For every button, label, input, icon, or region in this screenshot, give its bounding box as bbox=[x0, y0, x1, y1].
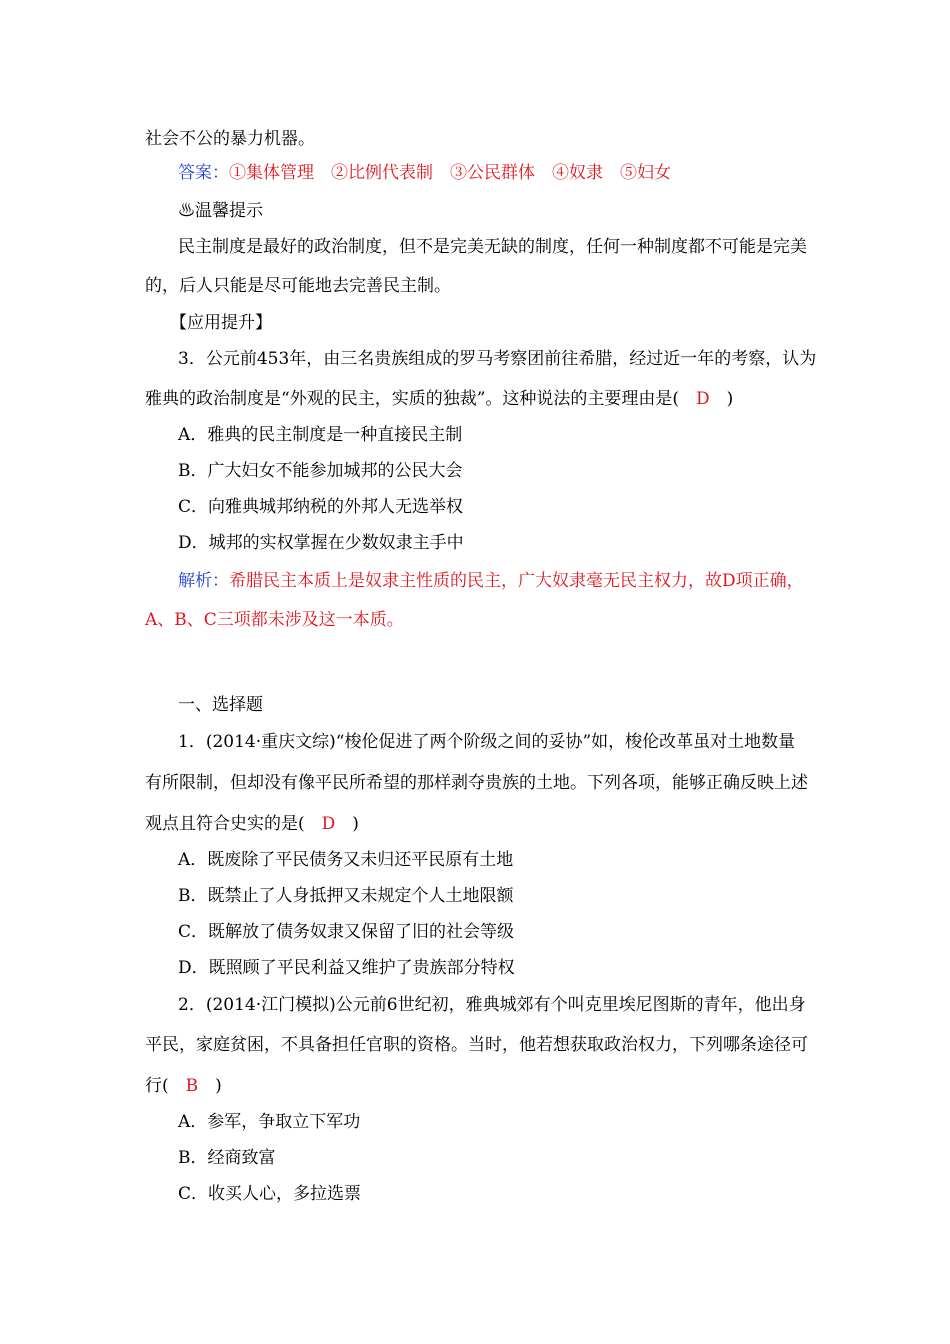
option-b: B．既禁止了人身抵押又未规定个人土地限额 bbox=[178, 886, 514, 906]
option-c: C．向雅典城邦纳税的外邦人无选举权 bbox=[178, 497, 464, 517]
option-b: B．经商致富 bbox=[178, 1148, 276, 1168]
text-line: 社会不公的暴力机器。 bbox=[145, 129, 315, 149]
question-line: 1．(2014·重庆文综)“梭伦促进了两个阶级之间的妥协”如，梭伦改革虽对土地数量 bbox=[178, 732, 796, 752]
explanation-line bbox=[178, 570, 804, 592]
question-line: 3．公元前453年，由三名贵族组成的罗马考察团前往希腊，经过近一年的考察，认为 bbox=[178, 349, 817, 369]
section-heading: 【应用提升】 bbox=[170, 313, 272, 333]
explanation-text: 希腊民主本质上是奴隶主性质的民主，广大奴隶毫无民主权力，故D项正确， bbox=[229, 571, 804, 591]
question-text: 雅典的政治制度是“外观的民主，实质的独裁”。这种说法的主要理由是( bbox=[145, 389, 697, 409]
tip-line: 民主制度是最好的政治制度，但不是完美无缺的制度，任何一种制度都不可能是完美 bbox=[178, 237, 807, 257]
explanation-text: A、B、C三项都未涉及这一本质。 bbox=[145, 610, 404, 630]
answer-text: ①集体管理 ②比例代表制 ③公民群体 ④奴隶 ⑤妇女 bbox=[229, 163, 671, 183]
explanation-label: 解析： bbox=[178, 571, 229, 591]
question-line bbox=[145, 388, 733, 410]
question-line bbox=[145, 813, 359, 835]
question-text: ) bbox=[709, 389, 734, 409]
question-text: ) bbox=[335, 814, 359, 834]
tip-title: ♨温馨提示 bbox=[178, 201, 263, 221]
question-line bbox=[145, 1075, 222, 1097]
tip-line: 的，后人只能是尽可能地去完善民主制。 bbox=[145, 276, 451, 296]
question-text: ) bbox=[198, 1076, 222, 1096]
answer-line bbox=[178, 162, 671, 184]
question-line: 有所限制，但却没有像平民所希望的那样剥夺贵族的土地。下列各项，能够正确反映上述 bbox=[145, 773, 808, 793]
answer-choice: D bbox=[321, 814, 336, 834]
answer-label: 答案： bbox=[178, 163, 229, 183]
answer-choice: B bbox=[185, 1076, 199, 1096]
option-b: B．广大妇女不能参加城邦的公民大会 bbox=[178, 461, 463, 481]
option-c: C．收买人心，多拉选票 bbox=[178, 1184, 362, 1204]
question-line: 2．(2014·江门模拟)公元前6世纪初，雅典城郊有个叫克里埃尼图斯的青年，他出身 bbox=[178, 995, 806, 1015]
question-text: 行( bbox=[145, 1076, 186, 1096]
option-d: D．城邦的实权掌握在少数奴隶主手中 bbox=[178, 533, 464, 553]
question-line: 平民，家庭贫困，不具备担任官职的资格。当时，他若想获取政治权力，下列哪条途径可 bbox=[145, 1035, 808, 1055]
section-heading: 一、选择题 bbox=[178, 695, 263, 715]
option-c: C．既解放了债务奴隶又保留了旧的社会等级 bbox=[178, 922, 515, 942]
option-a: A．参军，争取立下军功 bbox=[178, 1112, 361, 1132]
option-d: D．既照顾了平民利益又维护了贵族部分特权 bbox=[178, 958, 515, 978]
question-text: 观点且符合史实的是( bbox=[145, 814, 322, 834]
option-a: A．既废除了平民债务又未归还平民原有土地 bbox=[178, 850, 514, 870]
answer-choice: D bbox=[696, 389, 710, 409]
option-a: A．雅典的民主制度是一种直接民主制 bbox=[178, 425, 463, 445]
